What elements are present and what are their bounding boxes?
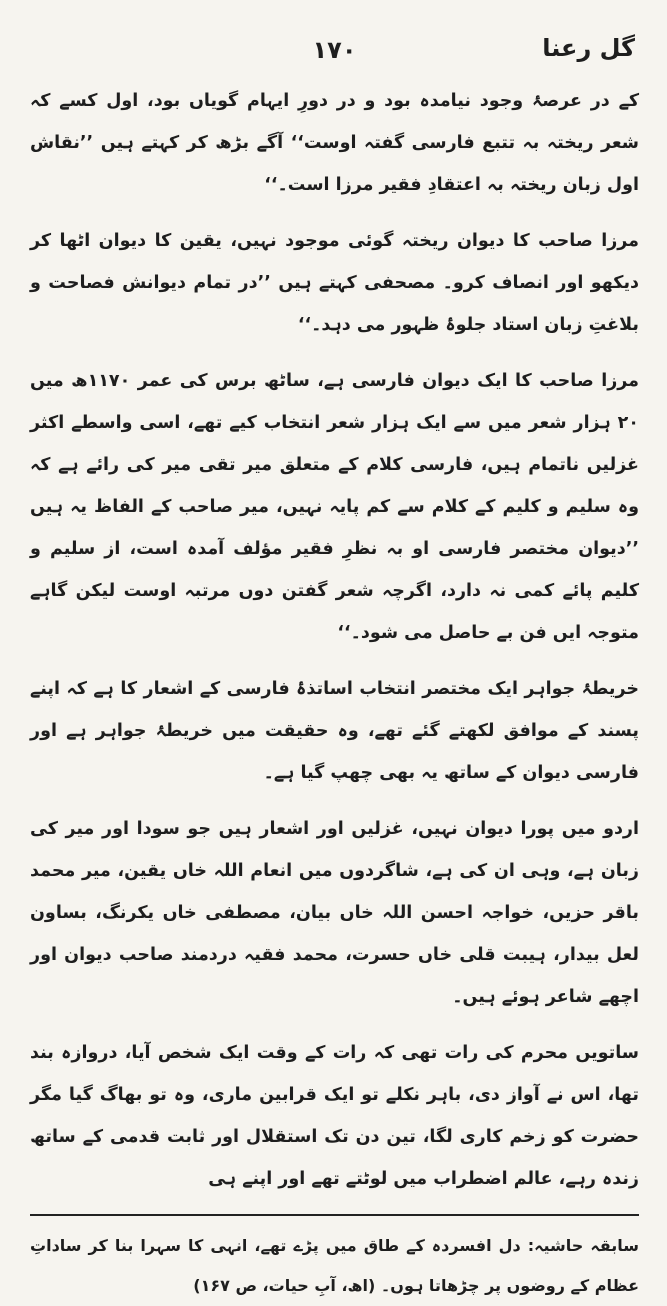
paragraph: مرزا صاحب کا دیوان ریختہ گوئی موجود نہیں، یقین کا دیوان اٹھا کر دیکھو اور انصاف کرو۔ مصحفی کہتے ہیں ’’در تمام دیوانش فصاحت و بلاغتِ زبان استاد جلوۂ ظہور می دہد۔‘‘ [30,231,639,335]
running-title: گل رعنا [542,34,635,62]
paragraph: اردو میں پورا دیوان نہیں، غزلیں اور اشعار ہیں جو سودا اور میر کی زبان ہے، وہی ان کی ہے، شاگردوں میں انعام اللہ خاں یقین، میر محمد باقر حزیں، خواجہ احسن اللہ خاں بیان، مصطفی خاں یکرنگ، بساون لعل بیدار، ہیبت قلی خاں حسرت، محمد فقیہ دردمند صاحب دیوان اور اچھے شاعر ہوئے ہیں۔ [30,819,639,1007]
footnote: سابقہ حاشیہ: دل افسردہ کے طاق میں پڑے تھے، انہی کا سہرا بنا کر ساداتِ عظام کے روضوں پر چڑھاتا ہوں۔ (اھ، آبِ حیات، ص ۱۶۷) [30,1236,639,1295]
footnote-divider [30,1214,639,1216]
paragraph: ساتویں محرم کی رات تھی کہ رات کے وقت ایک شخص آیا، دروازہ بند تھا، اس نے آواز دی، باہر نکلے تو ایک قرابین ماری، وہ تو بھاگ گیا مگر حضرت کو زخم کاری لگا، تین دن تک استقلال اور ثابت قدمی کے ساتھ زندہ رہے، عالم اضطراب میں لوٹتے تھے اور اپنے ہی [30,1043,639,1189]
paragraph: خریطۂ جواہر ایک مختصر انتخاب اساتذۂ فارسی کے اشعار کا ہے کہ اپنے پسند کے موافق لکھتے گئے تھے، وہ حقیقت میں خریطۂ جواہر ہے اور فارسی دیوان کے ساتھ یہ بھی چھپ گیا ہے۔ [30,679,639,783]
paragraph: کے در عرصۂ وجود نیامدہ بود و در دورِ ایہام گویاں بود، اول کسے کہ شعر ریختہ بہ تتبع فارسی گفتہ اوست‘‘ آگے بڑھ کر کہتے ہیں ’’نقاش اول زبان ریختہ بہ اعتقادِ فقیر مرزا است۔‘‘ [30,91,639,195]
page-number: ۱۷۰ [312,36,357,64]
page-header [30,24,639,80]
paragraph: مرزا صاحب کا ایک دیوان فارسی ہے، ساٹھ برس کی عمر ۱۱۷۰ھ میں ۲۰ ہزار شعر میں سے ایک ہزار شعر انتخاب کیے تھے، اسی واسطے اکثر غزلیں ناتمام ہیں، فارسی کلام کے متعلق میر تقی میر کی رائے ہے کہ وہ سلیم و کلیم کے کلام سے کم پایہ نہیں، میر صاحب کے الفاظ یہ ہیں ’’دیوان مختصر فارسی او بہ نظرِ فقیر مؤلف آمدہ است، از سلیم و کلیم پائے کمی نہ دارد، اگرچہ شعر گفتن دوں مرتبہ اوست لیکن گاہے متوجہ ایں فن بے حاصل می شود۔‘‘ [30,371,639,643]
body-text [30,80,639,1200]
